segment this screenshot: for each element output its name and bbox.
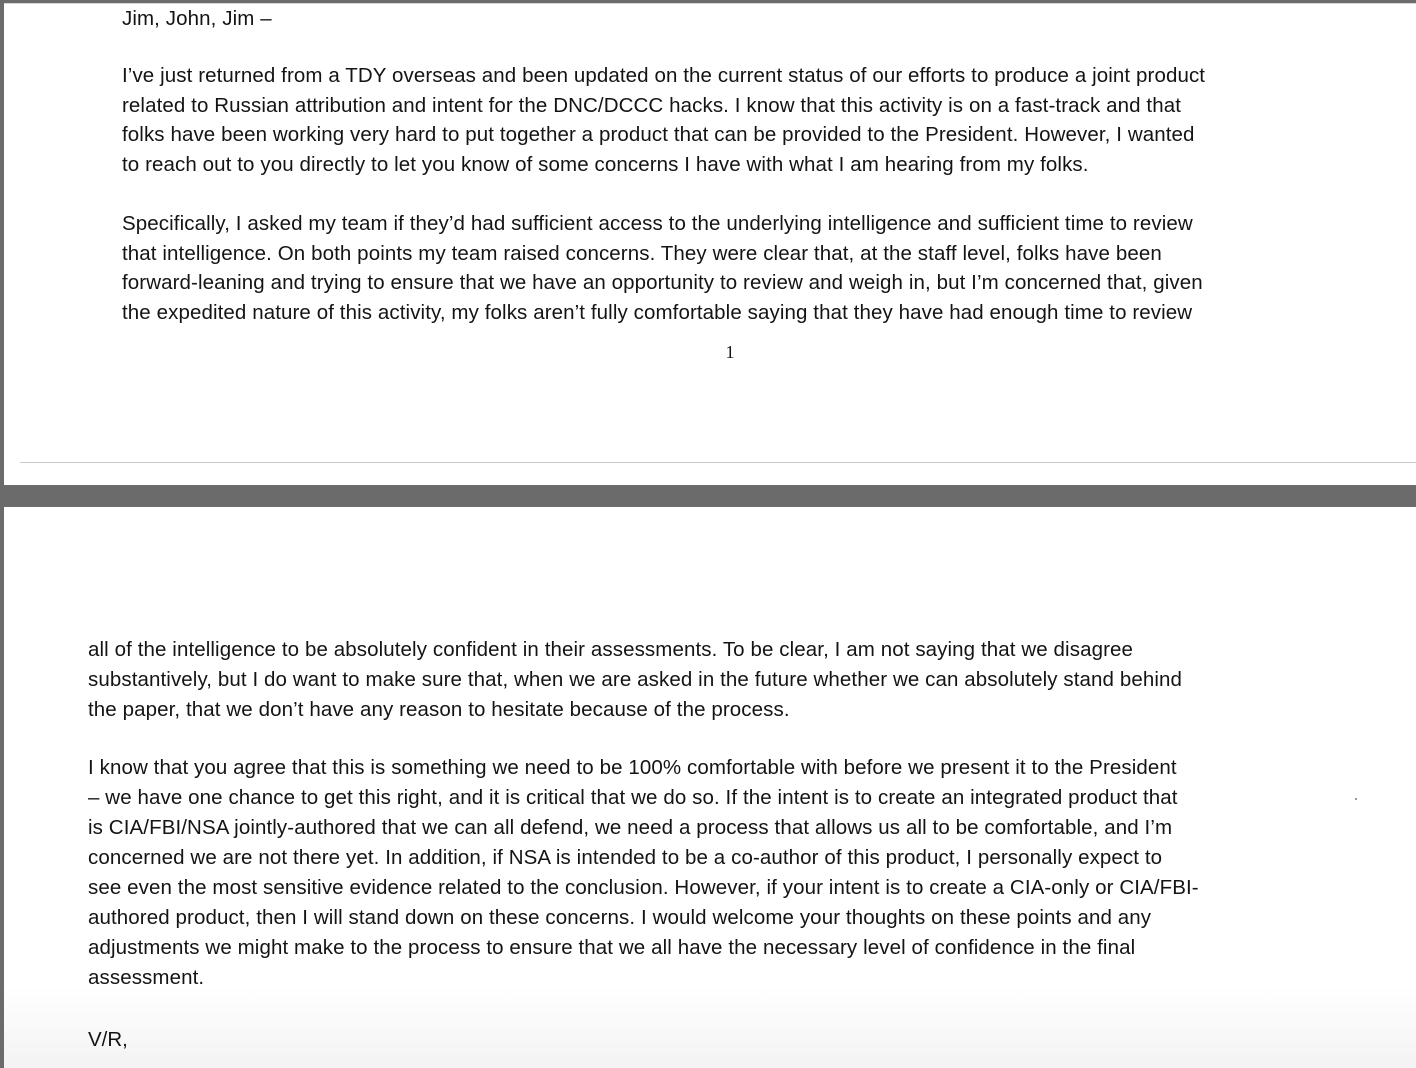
scan-artifact: [1355, 798, 1357, 800]
text-line: – we have one chance to get this right, and it is critical that we do so. If the intent is to create an integrated product that: [88, 786, 1178, 809]
document-page-2: [4, 507, 1416, 1068]
text-line: concerned we are not there yet. In addition, if NSA is intended to be a co-author of this product, I personally expect to: [88, 846, 1163, 869]
text-line: the expedited nature of this activity, my folks aren’t fully comfortable saying that they have had enough time to review: [122, 300, 1193, 324]
text-line: folks have been working very hard to put together a product that can be provided to the President. However, I wanted: [122, 123, 1195, 147]
text-line: forward-leaning and trying to ensure that we have an opportunity to review and weigh in, but I’m concerned that, given: [122, 271, 1203, 295]
text-line: I know that you agree that this is something we need to be 100% comfortable with before we present it to the President: [88, 756, 1177, 779]
text-line: related to Russian attribution and intent for the DNC/DCCC hacks. I know that this activity is on a fast-track and that: [122, 93, 1182, 117]
text-line: to reach out to you directly to let you know of some concerns I have with what I am hearing from my folks.: [122, 152, 1089, 176]
text-line: see even the most sensitive evidence related to the conclusion. However, if your intent is to create a CIA-only or CIA/FBI-: [88, 876, 1199, 899]
text-line: the paper, that we don’t have any reason to hesitate because of the process.: [88, 698, 790, 721]
text-line: adjustments we might make to the process to ensure that we all have the necessary level of confidence in the final: [88, 936, 1136, 959]
text-line: authored product, then I will stand down on these concerns. I would welcome your thoughts on these points and any: [88, 906, 1152, 929]
paragraph-access-concerns: [122, 209, 1203, 327]
text-line: assessment.: [88, 966, 205, 989]
paragraph-process-request: [88, 753, 1199, 993]
text-line: is CIA/FBI/NSA jointly-authored that we can all defend, we need a process that allows us all to be comfortable, and I’m: [88, 816, 1173, 839]
salutation: Jim, John, Jim –: [122, 7, 272, 30]
text-line: all of the intelligence to be absolutely confident in their assessments. To be clear, I am not saying that we disagree: [88, 638, 1133, 661]
page-number: 1: [725, 342, 735, 362]
signoff: V/R,: [88, 1028, 128, 1051]
document-page-1: [4, 3, 1416, 485]
text-line: that intelligence. On both points my team raised concerns. They were clear that, at the staff level, folks have been: [122, 241, 1162, 265]
page-divider: [20, 462, 1416, 463]
text-line: I’ve just returned from a TDY overseas and been updated on the current status of our efforts to produce a joint product: [122, 64, 1206, 87]
text-line: Specifically, I asked my team if they’d had sufficient access to the underlying intelligence and sufficient time to review: [122, 212, 1193, 235]
paragraph-confidence: [88, 635, 1182, 725]
paragraph-tdy-return: [122, 61, 1205, 179]
text-line: substantively, but I do want to make sure that, when we are asked in the future whether we can absolutely stand behind: [88, 668, 1183, 691]
